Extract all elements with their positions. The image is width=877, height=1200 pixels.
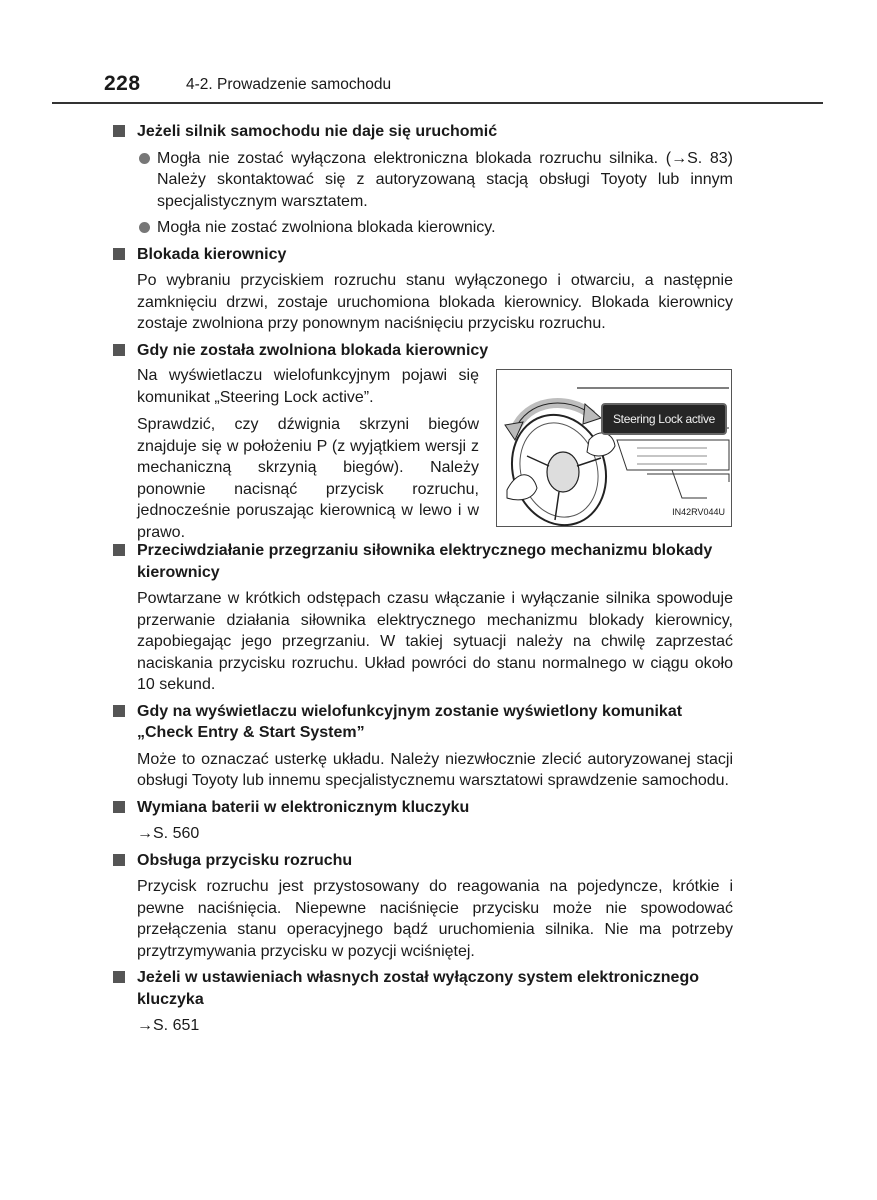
section-title: 4-2. Prowadzenie samochodu <box>186 76 392 93</box>
paragraph-display-message: Na wyświetlaczu wielofunkcyjnym pojawi się komunikat „Steering Lock active”. <box>137 367 479 406</box>
page-header <box>104 72 824 100</box>
bullet-immobilizer <box>113 148 733 213</box>
heading-steering-lock <box>113 244 733 266</box>
header-rule <box>52 102 823 104</box>
round-bullet-icon <box>139 153 150 164</box>
heading-text: Przeciwdziałanie przegrzaniu siłownika elektrycznego mechanizmu blokady kierownicy <box>137 542 713 581</box>
heading-smart-key-disabled <box>113 967 733 1010</box>
round-bullet-icon <box>139 222 150 233</box>
heading-text: Gdy na wyświetlaczu wielofunkcyjnym zostanie wyświetlony komunikat „Check Entry & Start System” <box>137 702 683 741</box>
heading-text: Gdy nie została zwolniona blokada kierownicy <box>137 341 489 359</box>
heading-text: Wymiana baterii w elektronicznym kluczyku <box>137 798 470 816</box>
paragraph-check-shift-lever: Sprawdzić, czy dźwignia skrzyni biegów znajduje się w położeniu P (z wyjątkiem wersji z mechaniczną skrzynią biegów). Należy ponownie nacisnąć przycisk rozruchu, jednocześnie poruszając kierownicą w lewo i w prawo. <box>137 416 479 541</box>
bullet-text: Mogła nie zostać zwolniona blokada kierownicy. <box>157 219 496 236</box>
heading-text: Blokada kierownicy <box>137 245 287 263</box>
paragraph-overheat-prevention: Powtarzane w krótkich odstępach czasu włączanie i wyłączanie silnika spowoduje przerwanie działania siłownika elektrycznego mechanizmu blokady kierownicy, zapobiegając jego przegrzaniu. W takiej sytuacji należy na chwilę zaprzestać naciskania przycisku rozruchu. Układ powróci do stanu normalnego w ciągu około 10 sekund. <box>137 590 733 693</box>
lock-not-released-block <box>113 365 733 541</box>
square-bullet-icon <box>113 854 125 866</box>
page-content <box>113 116 733 1037</box>
bullet-steering-lock <box>113 217 733 239</box>
paragraph-start-button-operation: Przycisk rozruchu jest przystosowany do reagowania na pojedyncze, krótkie i pewne naciśnięcia. Niepewne naciśnięcie przycisku może nie spowodować przełączenia stanu operacyjnego bądź uruchomienia silnika. Nie ma potrzeby przytrzymywania przycisku w pozycji wciśniętej. <box>137 878 733 960</box>
square-bullet-icon <box>113 544 125 556</box>
page-number: 228 <box>104 72 141 95</box>
square-bullet-icon <box>113 125 125 137</box>
heading-text: Jeżeli silnik samochodu nie daje się uruchomić <box>137 123 498 140</box>
square-bullet-icon <box>113 248 125 260</box>
heading-check-entry-message <box>113 701 733 744</box>
heading-engine-not-starting <box>113 121 733 143</box>
square-bullet-icon <box>113 344 125 356</box>
heading-battery-replacement <box>113 797 733 819</box>
paragraph-steering-lock: Po wybraniu przyciskiem rozruchu stanu wyłączonego i otwarciu, a następnie zamknięciu drzwi, zostaje uruchomiona blokada kierownicy. Blokada kierownicy zostaje zwolniona przy ponownym naciśnięciu przycisku rozruchu. <box>137 272 733 332</box>
page-reference-battery: →S. 560 <box>137 825 200 842</box>
square-bullet-icon <box>113 705 125 717</box>
square-bullet-icon <box>113 971 125 983</box>
heading-overheat-prevention <box>113 540 733 583</box>
paragraph-check-entry-message: Może to oznaczać usterkę układu. Należy niezwłocznie zlecić autoryzowanej stacji obsługi Toyoty lub innemu specjalistycznemu warsztatowi sprawdzenie samochodu. <box>137 750 733 789</box>
page-reference-customization: →S. 651 <box>137 1017 200 1034</box>
square-bullet-icon <box>113 801 125 813</box>
heading-lock-not-released <box>113 340 733 362</box>
bullet-text: Mogła nie zostać wyłączona elektroniczna blokada rozruchu silnika. (→S. 83) Należy skontaktować się z autoryzowaną stacją obsługi Toyoty lub innym specjalistycznym warsztatem. <box>157 149 733 210</box>
heading-start-button-operation <box>113 850 733 872</box>
heading-text: Jeżeli w ustawieniach własnych został wyłączony system elektronicznego kluczyka <box>137 969 699 1008</box>
lock-not-released-text <box>137 365 479 543</box>
steering-lock-display-message: Steering Lock active <box>601 403 727 435</box>
figure-code: IN42RV044U <box>672 506 725 517</box>
steering-lock-illustration <box>496 369 732 527</box>
heading-text: Obsługa przycisku rozruchu <box>137 851 353 869</box>
